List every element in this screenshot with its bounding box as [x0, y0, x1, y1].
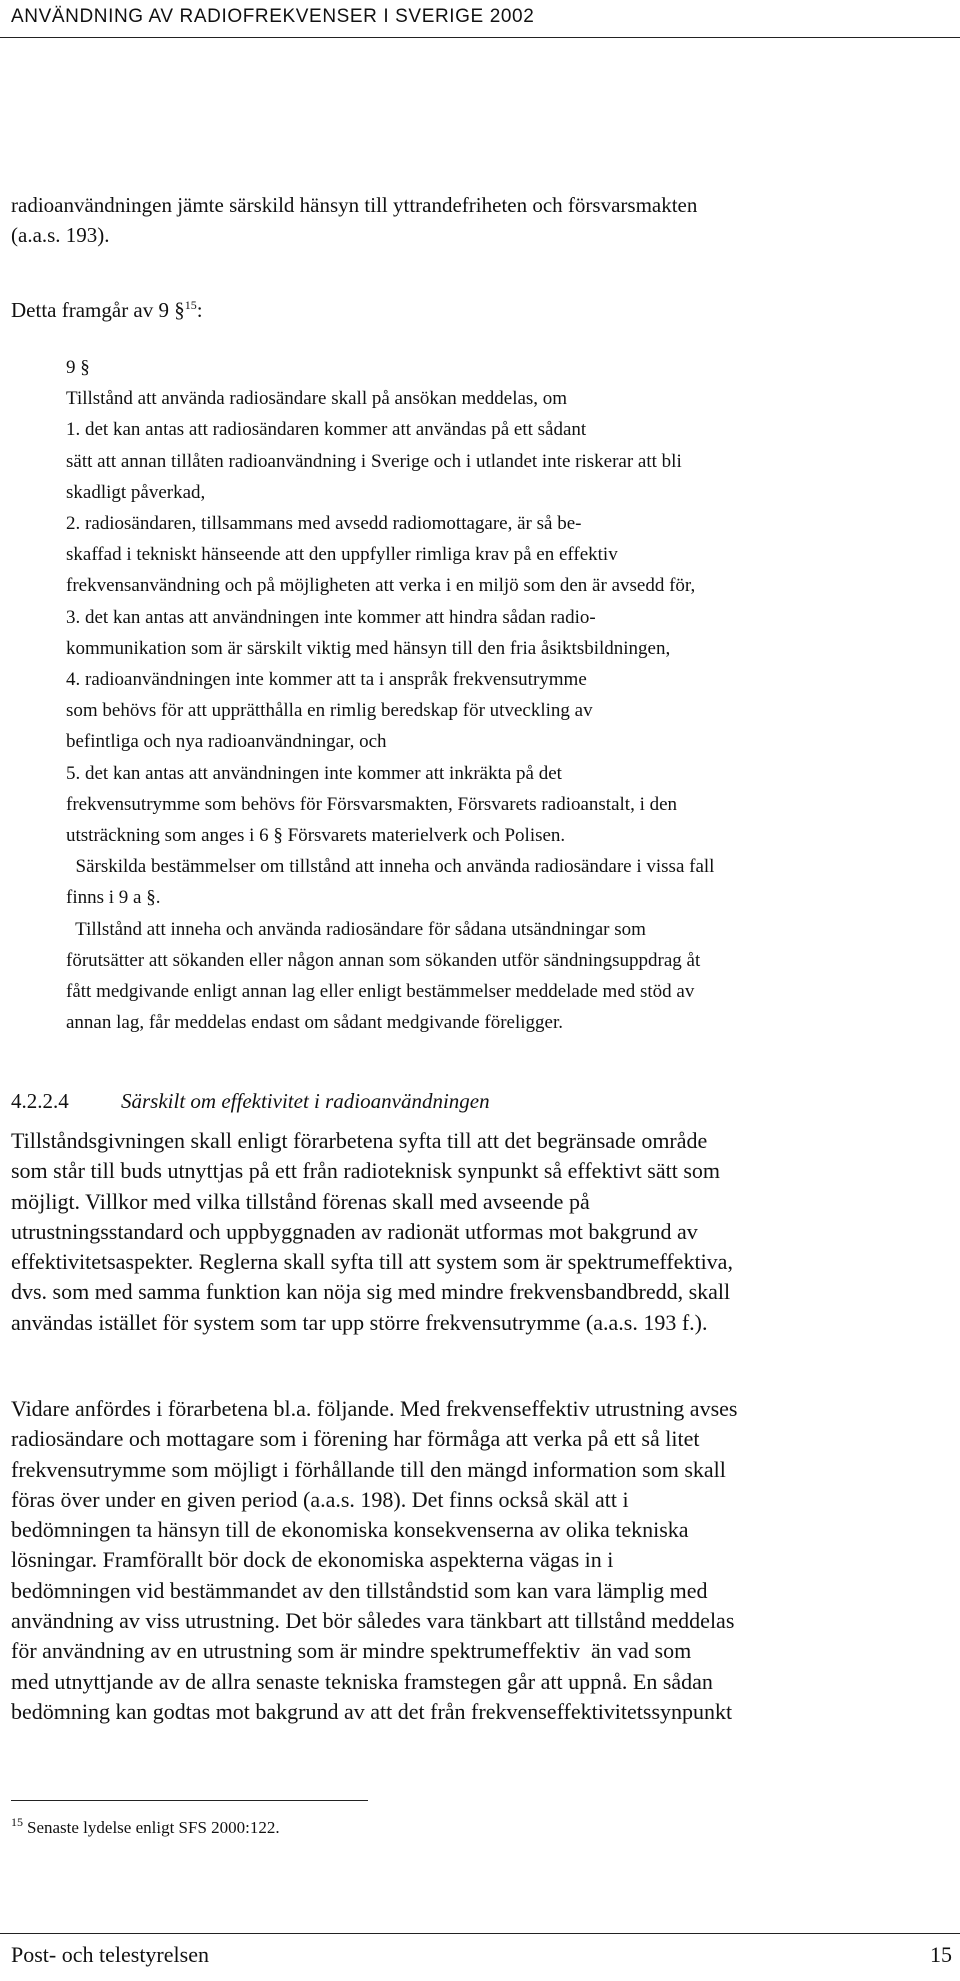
quote-line: 1. det kan antas att radiosändaren kommer att användas på ett sådant	[66, 419, 587, 441]
paragraph-line: som står till buds utnyttjas på ett från radioteknisk synpunkt så effektivt sätt som	[11, 1158, 720, 1184]
footnote-text: Senaste lydelse enligt SFS 2000:122.	[27, 1818, 280, 1837]
quote-line: 9 §	[66, 357, 90, 378]
page-number: 15	[930, 1942, 952, 1967]
quote-line: finns i 9 a §.	[66, 887, 161, 909]
body-paragraph	[11, 1394, 953, 1727]
intro-line: radioanvändningen jämte särskild hänsyn till yttrandefriheten och försvarsmakten	[11, 193, 698, 217]
quote-line: Tillstånd att inneha och använda radiosändare för sådana utsändningar som	[66, 918, 646, 940]
footer-rule	[0, 1933, 960, 1934]
quote-line: 4. radioanvändningen inte kommer att ta i anspråk frekvensutrymme	[66, 669, 587, 691]
paragraph-line: användas istället för system som tar upp större frekvensutrymme (a.a.s. 193 f.).	[11, 1309, 708, 1335]
quote-line: förutsätter att sökanden eller någon annan som sökanden utför sändningsuppdrag åt	[66, 949, 701, 971]
body-paragraph	[11, 1126, 953, 1338]
paragraph-line: Vidare anfördes i förarbetena bl.a. följande. Med frekvenseffektiv utrustning avses	[11, 1396, 738, 1421]
footnote-rule	[11, 1800, 368, 1801]
quote-line: utsträckning som anges i 6 § Försvarets materielverk och Polisen.	[66, 825, 566, 847]
intro-text	[11, 190, 951, 322]
quote-line: Tillstånd att använda radiosändare skall på ansökan meddelas, om	[66, 388, 568, 410]
intro-line: (a.a.s. 193).	[11, 223, 110, 247]
paragraph-line: möjligt. Villkor med vilka tillstånd förenas skall med avseende på	[11, 1188, 590, 1214]
section-number: 4.2.2.4	[11, 1089, 69, 1113]
statute-quote	[66, 352, 952, 1038]
quote-line: sätt att annan tillåten radioanvändning i Sverige och i utlandet inte riskerar att bli	[66, 450, 682, 472]
paragraph-line: med utnyttjande av de allra senaste tekniska framstegen går att uppnå. En sådan	[11, 1668, 713, 1694]
paragraph-line: frekvensutrymme som möjligt i förhållande till den mängd information som skall	[11, 1456, 726, 1482]
paragraph-line: för användning av en utrustning som är mindre spektrumeffektiv än vad som	[11, 1638, 692, 1664]
paragraph-line: radiosändare och mottagare som i förening har förmåga att verka på ett så litet	[11, 1426, 700, 1452]
lead-sentence	[11, 295, 203, 325]
paragraph-line: lösningar. Framförallt bör dock de ekonomiska aspekterna vägas in i	[11, 1547, 614, 1573]
section-heading	[11, 1089, 490, 1114]
paragraph-line: utrustningsstandard och uppbyggnaden av radionät utformas mot bakgrund av	[11, 1218, 698, 1244]
lead-end: :	[196, 298, 203, 322]
paragraph-line: effektivitetsaspekter. Reglerna skall syfta till att system som är spektrumeffektiva,	[11, 1249, 733, 1275]
quote-line: fått medgivande enligt annan lag eller enligt bestämmelser meddelade med stöd av	[66, 981, 695, 1003]
quote-line: som behövs för att upprätthålla en rimlig beredskap för utveckling av	[66, 700, 593, 722]
quote-line: annan lag, får meddelas endast om sådant medgivande föreligger.	[66, 1012, 563, 1034]
footnote	[11, 1815, 280, 1838]
quote-line: 2. radiosändaren, tillsammans med avsedd radiomottagare, är så be-	[66, 513, 582, 535]
quote-line: skadligt påverkad,	[66, 481, 206, 503]
quote-line: frekvensutrymme som behövs för Försvarsmakten, Försvarets radioanstalt, i den	[66, 793, 678, 815]
quote-line: befintliga och nya radioanvändningar, och	[66, 731, 387, 753]
quote-line: kommunikation som är särskilt viktig med hänsyn till den fria åsiktsbildningen,	[66, 637, 671, 659]
quote-line: skaffad i tekniskt hänseende att den uppfyller rimliga krav på en effektiv	[66, 544, 618, 566]
paragraph-line: Tillståndsgivningen skall enligt förarbetena syfta till att det begränsade område	[11, 1128, 708, 1153]
quote-line: 5. det kan antas att användningen inte kommer att inkräkta på det	[66, 762, 562, 784]
paragraph-line: bedömning kan godtas mot bakgrund av att det från frekvenseffektivitetssynpunkt	[11, 1698, 733, 1724]
footer-publisher: Post- och telestyrelsen	[11, 1942, 209, 1967]
section-title: Särskilt om effektivitet i radioanvändningen	[121, 1089, 490, 1113]
header-rule	[0, 37, 960, 38]
quote-line: Särskilda bestämmelser om tillstånd att inneha och använda radiosändare i vissa fall	[66, 856, 715, 878]
paragraph-line: bedömningen vid bestämmandet av den tillståndstid som kan vara lämplig med	[11, 1577, 708, 1603]
running-header: ANVÄNDNING AV RADIOFREKVENSER I SVERIGE 2002	[11, 6, 535, 27]
paragraph-line: bedömningen ta hänsyn till de ekonomiska konsekvenserna av olika tekniska	[11, 1517, 689, 1543]
paragraph-line: användning av viss utrustning. Det bör således vara tänkbart att tillstånd meddelas	[11, 1608, 735, 1634]
lead-text: Detta framgår av 9 §	[11, 298, 185, 322]
paragraph-line: föras över under en given period (a.a.s. 198). Det finns också skäl att i	[11, 1486, 629, 1512]
quote-line: 3. det kan antas att användningen inte kommer att hindra sådan radio-	[66, 606, 596, 628]
footnote-number: 15	[11, 1815, 23, 1830]
quote-line: frekvensanvändning och på möjligheten att verka i en miljö som den är avsedd för,	[66, 575, 696, 597]
paragraph-line: dvs. som med samma funktion kan nöja sig med mindre frekvensbandbredd, skall	[11, 1279, 731, 1305]
footnote-ref: 15	[184, 298, 197, 312]
